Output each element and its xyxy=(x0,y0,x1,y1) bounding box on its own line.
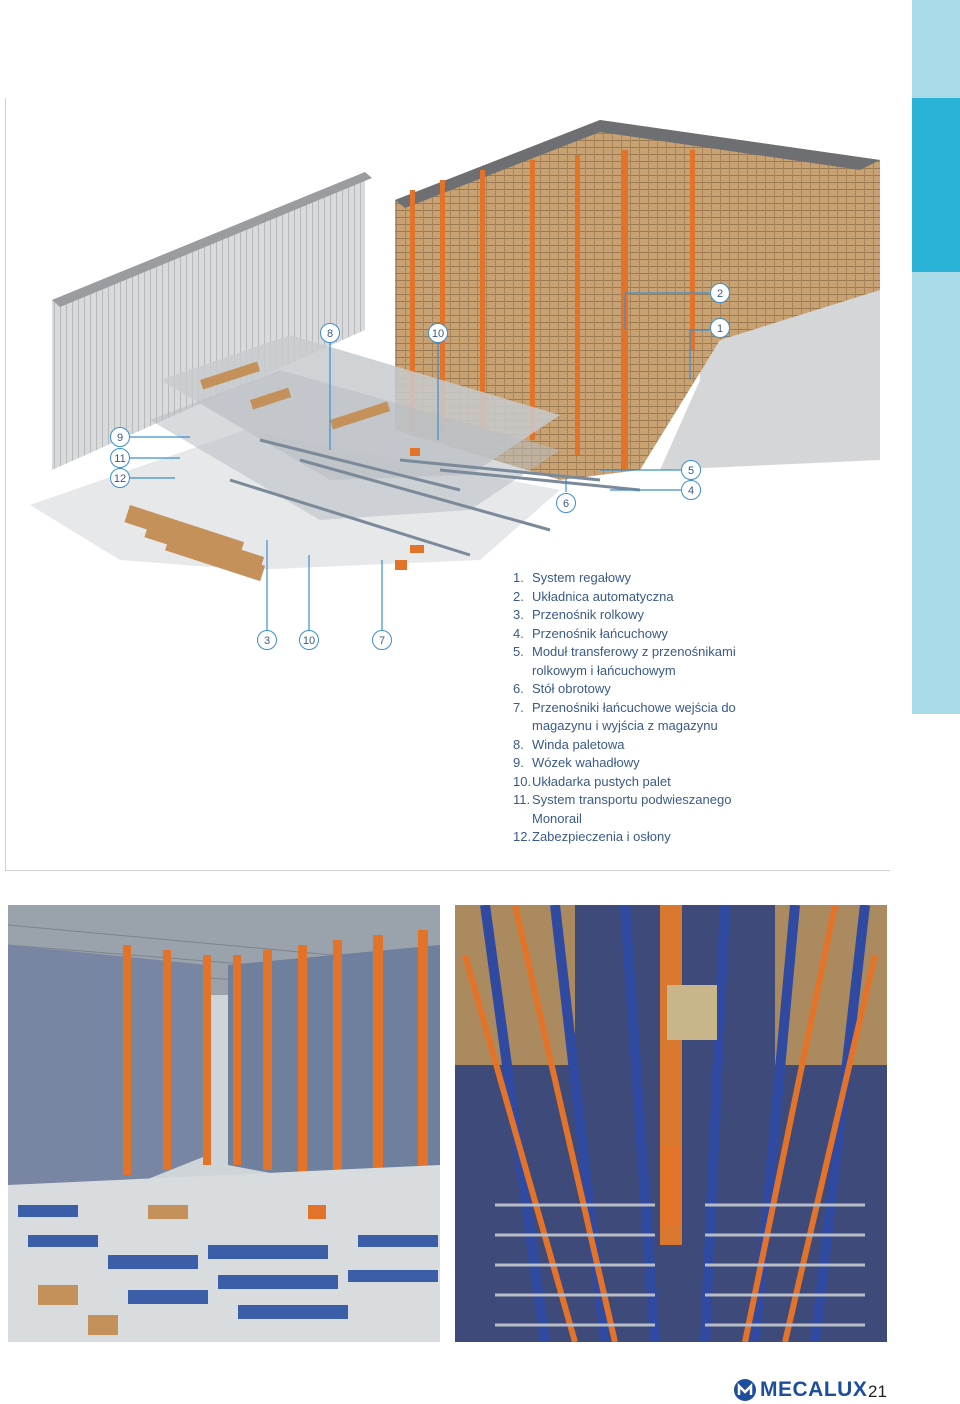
brand-name: MECALUX xyxy=(760,1378,868,1401)
legend-item: 3. Przenośnik rolkowy xyxy=(513,607,644,622)
mecalux-emblem-icon xyxy=(733,1378,757,1402)
rack-aisle-photo xyxy=(455,905,887,1342)
warehouse-interior-photo xyxy=(8,905,440,1342)
legend-item: 7. Przenośniki łańcuchowe wejścia do magazynu i wyjścia z magazynu xyxy=(513,699,736,733)
callout-9: 9 xyxy=(110,427,130,447)
legend-item: 6. Stół obrotowy xyxy=(513,681,611,696)
legend-item: 9. Wózek wahadłowy xyxy=(513,755,640,770)
callout-7: 7 xyxy=(372,630,392,650)
legend-item: 2. Układnica automatyczna xyxy=(513,588,674,604)
legend-item: 5. Moduł transferowy z przenośnikami rolkowym i łańcuchowym xyxy=(513,644,736,678)
legend-list xyxy=(513,569,763,847)
callout-1: 1 xyxy=(710,318,730,338)
mecalux-logo xyxy=(733,1378,867,1402)
callout-8: 8 xyxy=(320,323,340,343)
page-number: 21 xyxy=(868,1382,887,1401)
legend-item: 1. System regałowy xyxy=(513,570,631,585)
legend-item: 11. System transportu podwieszanego Monorail xyxy=(513,792,732,826)
callout-3: 3 xyxy=(257,630,277,650)
callout-2: 2 xyxy=(710,283,730,303)
callout-6: 6 xyxy=(556,493,576,513)
callout-4: 4 xyxy=(681,480,701,500)
callout-12: 12 xyxy=(110,468,130,488)
legend-item: 12. Zabezpieczenia i osłony xyxy=(513,829,671,844)
callout-10-top: 10 xyxy=(428,323,448,343)
legend-item: 10. Układarka pustych palet xyxy=(513,773,671,789)
legend-item: 4. Przenośnik łańcuchowy xyxy=(513,625,668,641)
callout-11: 11 xyxy=(110,448,130,468)
callout-5: 5 xyxy=(681,460,701,480)
callout-10-bottom: 10 xyxy=(299,630,319,650)
legend-item: 8. Winda paletowa xyxy=(513,736,625,752)
